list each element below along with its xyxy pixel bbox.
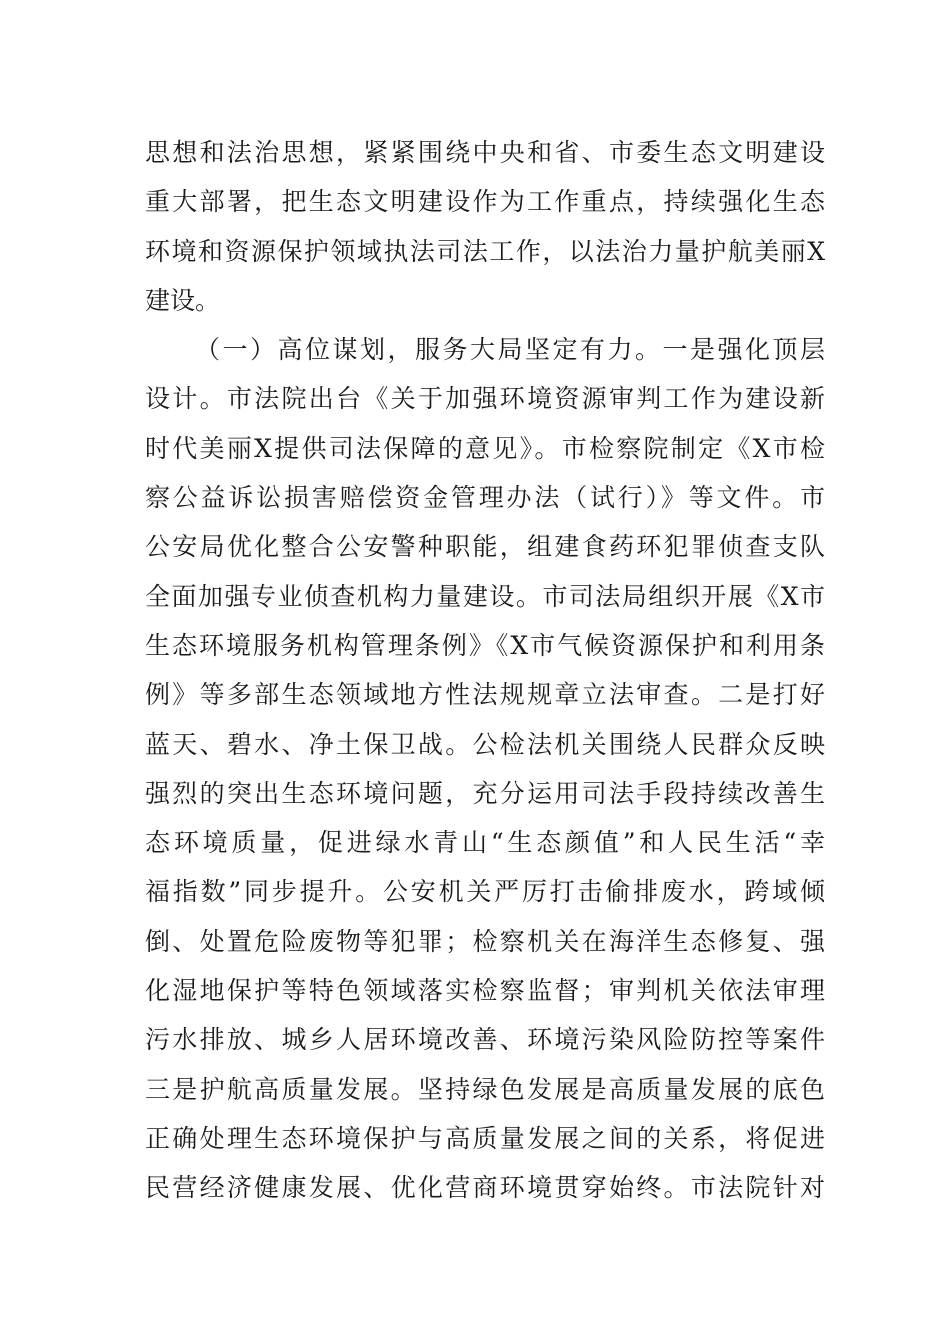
text-line: 强烈的突出生态环境问题，充分运用司法手段持续改善生 <box>145 778 825 808</box>
text-line: 蓝天、碧水、净土保卫战。公检法机关围绕人民群众反映 <box>145 729 825 759</box>
text-line: 设计。市法院出台《关于加强环境资源审判工作为建设新 <box>145 384 825 414</box>
text-line: 民营经济健康发展、优化营商环境贯穿始终。市法院针对 <box>145 1173 825 1203</box>
text-line: 三是护航高质量发展。坚持绿色发展是高质量发展的底色 <box>145 1074 825 1104</box>
text-line: 例》等多部生态领域地方性法规规章立法审查。二是打好 <box>145 680 825 710</box>
text-line: 重大部署，把生态文明建设作为工作重点，持续强化生态 <box>145 187 825 217</box>
text-line: 正确处理生态环境保护与高质量发展之间的关系，将促进 <box>145 1123 825 1153</box>
text-line: 态环境质量，促进绿水青山“生态颜值”和人民生活“幸 <box>145 828 825 858</box>
text-line: 倒、处置危险废物等犯罪；检察机关在海洋生态修复、强 <box>145 926 825 956</box>
text-line: 时代美丽X提供司法保障的意见》。市检察院制定《X市检 <box>145 433 825 463</box>
text-line: 福指数”同步提升。公安机关严厉打击偷排废水，跨域倾 <box>145 877 825 907</box>
text-line: 建设。 <box>145 285 221 315</box>
text-line: 环境和资源保护领域执法司法工作，以法治力量护航美丽X <box>145 236 825 266</box>
paragraph-heading-line: （一）高位谋划，服务大局坚定有力。一是强化顶层 <box>195 335 825 365</box>
text-line: 思想和法治思想，紧紧围绕中央和省、市委生态文明建设 <box>145 138 825 167</box>
text-line: 公安局优化整合公安警种职能，组建食药环犯罪侦查支队 <box>145 532 825 562</box>
text-line: 生态环境服务机构管理条例》《X市气候资源保护和利用条 <box>145 630 825 660</box>
text-line: 化湿地保护等特色领域落实检察监督；审判机关依法审理 <box>145 976 825 1006</box>
document-body <box>145 128 825 1213</box>
text-line: 全面加强专业侦查机构力量建设。市司法局组织开展《X市 <box>145 581 825 611</box>
text-line: 察公益诉讼损害赔偿资金管理办法（试行）》等文件。市 <box>145 483 825 513</box>
text-line: 污水排放、城乡人居环境改善、环境污染风险防控等案件 <box>145 1025 825 1055</box>
